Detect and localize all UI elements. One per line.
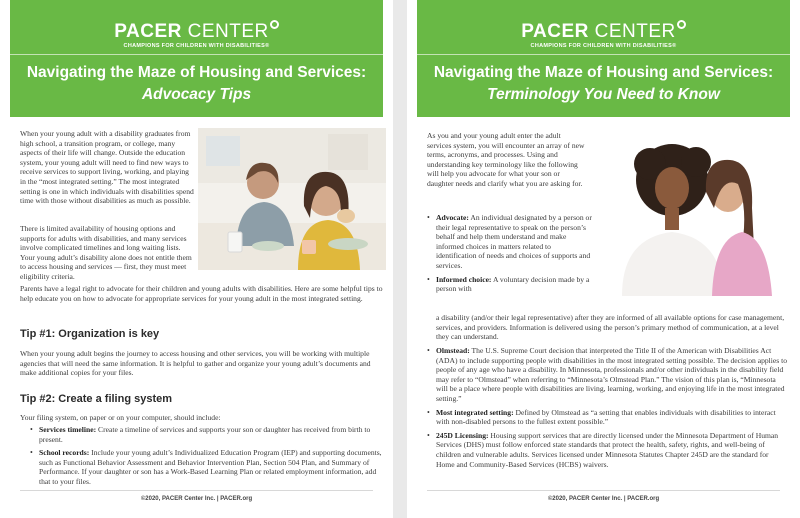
terms-list-bottom — [427, 346, 787, 473]
footer-divider — [427, 490, 780, 491]
list-item: • School records: Include your young adult’s Individualized Education Program (IEP) and supporting documents, such as Functional Behavior Assessment and Behavior Intervention Plan, Section 504 Plan, and Summary of Performance. If your daughter or son has a Work-Based Learning Plan or related employment information, add that to your files. — [30, 448, 385, 486]
left-page — [0, 0, 393, 518]
page-title: Navigating the Maze of Housing and Services: — [433, 64, 774, 81]
left-header-banner — [10, 0, 383, 117]
tip2-intro: Your filing system, on paper or on your computer, should include: — [20, 413, 221, 422]
header-divider — [10, 54, 383, 55]
header-divider — [417, 54, 790, 55]
list-item: • 245D Licensing: Housing support services that are directly licensed under the Minnesota Department of Human Services (DHS) must follow enforced state standards that protect the health, safety, rights, and well-being of children and vulnerable adults. Services licensed under Minnesota Statutes Chapter 245D are the standard for Home and Community-Based Services (HCBS) waivers. — [427, 431, 787, 469]
footer-copyright: ©2020, PACER Center Inc. | PACER.org — [140, 496, 253, 502]
intro-paragraph: When your young adult with a disability graduates from high school, a transition program, or college, many aspects of their life will change. Outside the education system, your young adult will need to find new ways to receive services to support living, working, and playing in the “most integrated setting.” The most integrated setting is one in which individuals with disabilities spend time with those without disabilities as much as possible. — [20, 129, 194, 206]
availability-paragraph: There is limited availability of housing options and supports for adults with disabilities, and many services involve complicated timelines and long waiting lists. Your young adult’s disability alone does not entitle them to access housing and services — first, they must meet eligibility criteria. — [20, 224, 192, 281]
informed-choice-continued: a disability (and/or their legal representative) after they are informed of all available options for case management, services, and providers. Information is delivered using the person’s primary method of communication, at a level they can understand. — [436, 313, 785, 342]
tip1-paragraph: When your young adult begins the journey to access housing and other services, you will be working with multiple agencies that will need the same information. It is helpful to gather and organize your young adult’s documents and make additional copies for your files. — [20, 349, 371, 378]
terms-list-top — [427, 213, 592, 298]
right-page — [407, 0, 800, 518]
list-item: • Advocate: An individual designated by a person or their legal representative to speak on the person’s behalf and help them understand and make informed choices in matters related to identification of needs and choices of supports and services. — [427, 213, 592, 271]
intro-paragraph: As you and your young adult enter the adult services system, you will encounter an array of new terms, acronyms, and processes. Using and understanding key terminology like the following will help you advocate for what your son or daughter needs and clarify what you are asking for. — [427, 131, 585, 188]
list-item: • Most integrated setting: Defined by Olmstead as “a setting that enables individuals with disabilities to interact with non-disabled persons to the fullest extent possible.” — [427, 408, 787, 427]
pacer-logo: PACER CENTER — [417, 20, 790, 43]
photo-mother-daughter — [592, 128, 780, 296]
rights-paragraph: Parents have a legal right to advocate for their children and young adults with disabilities. Here are some helpful tips to help educate you on how to advocate for appropriate services for your young adult in the most integrated setting. — [20, 284, 383, 303]
logo-circle-icon — [677, 20, 686, 29]
brand-tagline: CHAMPIONS FOR CHILDREN WITH DISABILITIES® — [530, 43, 677, 49]
footer-copyright: ©2020, PACER Center Inc. | PACER.org — [547, 496, 660, 502]
brand-tagline: CHAMPIONS FOR CHILDREN WITH DISABILITIES® — [123, 43, 270, 49]
list-item: • Informed choice: A voluntary decision made by a person with — [427, 275, 592, 294]
tip1-heading: Tip #1: Organization is key — [20, 328, 160, 340]
list-item: • Olmstead: The U.S. Supreme Court decision that interpreted the Title II of the American with Disabilities Act (ADA) to include supporting people with disabilities in the most integrated setting possible. The decision applies to people of any age who have a disability. In Minnesota, professionals and/or other individuals in the disability field may refer to “Olmstead” when referring to “Minnesota’s Olmstead Plan.” The vision of this plan is, “Minnesota will be a place where people with disabilities are living, learning, working, and enjoying life in the most integrated setting.” — [427, 346, 787, 404]
right-header-banner — [417, 0, 790, 117]
page-subtitle: Terminology You Need to Know — [487, 86, 720, 103]
footer-divider — [20, 490, 373, 491]
photo-women-eating — [198, 128, 386, 270]
page-title: Navigating the Maze of Housing and Services: — [26, 64, 367, 81]
pacer-logo: PACER CENTER — [10, 20, 383, 43]
page-subtitle: Advocacy Tips — [141, 86, 252, 103]
tip2-list — [30, 425, 385, 491]
list-item: • Services timeline: Create a timeline of services and supports your son or daughter has received from birth to present. — [30, 425, 385, 444]
logo-circle-icon — [270, 20, 279, 29]
tip2-heading: Tip #2: Create a filing system — [20, 393, 173, 405]
